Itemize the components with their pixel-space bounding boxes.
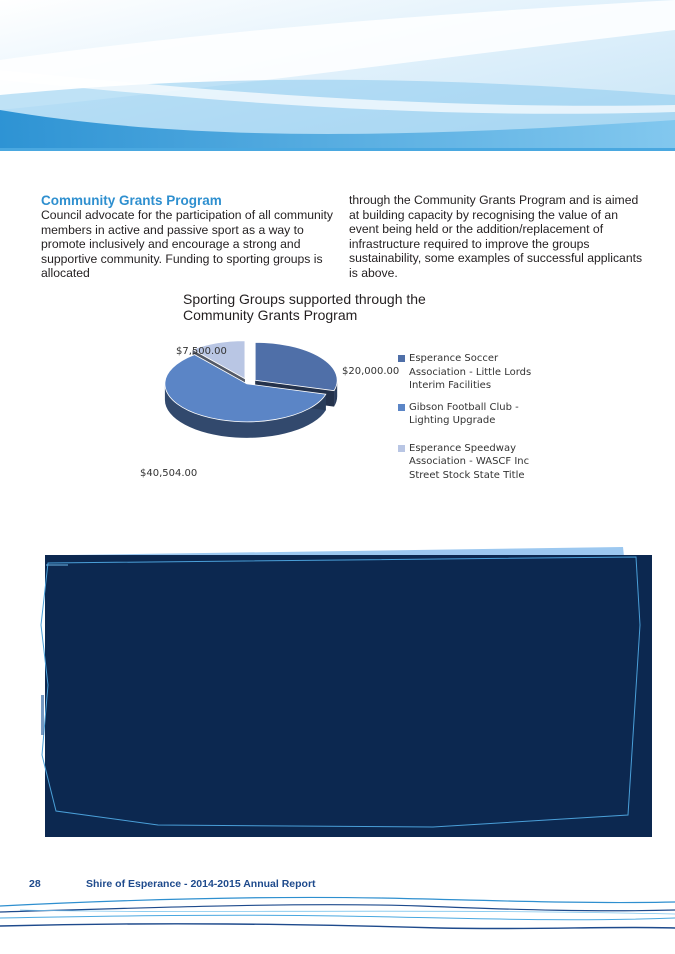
legend-label: Esperance Soccer Association - Little Lords Interim Facilities [409, 353, 532, 391]
photo-panel [38, 545, 656, 840]
chart-legend [398, 352, 548, 482]
footer-wave-lines [0, 888, 675, 938]
pie-data-label: $20,000.00 [342, 366, 400, 377]
pie-data-label: $40,504.00 [140, 468, 198, 479]
pie-data-label: $7,500.00 [176, 346, 227, 357]
intro-right-column [349, 193, 645, 281]
intro-right-text: through the Community Grants Program and is aimed at building capacity by recognising the value of an event being held or the addition/replacement of infrastructure required to improve the groups sustainability, some examples of successful applicants is above. [349, 193, 643, 280]
header-banner [0, 0, 675, 155]
legend-item [398, 442, 548, 483]
footer-report-title: Shire of Esperance - 2014-2015 Annual Report [86, 878, 316, 890]
intro-left-text: Council advocate for the participation of all community members in active and passive sport as a way to promote inclusively and encourage a strong and supportive community. Funding to sporting groups is allocated [41, 208, 333, 281]
legend-swatch [398, 404, 405, 411]
legend-label: Gibson Football Club - Lighting Upgrade [409, 401, 519, 426]
legend-label: Esperance Speedway Association - WASCF Inc Street Stock State Title [409, 442, 530, 481]
legend-swatch [398, 355, 405, 362]
legend-swatch [398, 445, 405, 452]
pie-chart [130, 338, 400, 488]
legend-item [398, 401, 548, 428]
section-heading: Community Grants Program [41, 193, 222, 208]
page-number: 28 [29, 878, 41, 890]
chart-title: Sporting Groups supported through the Community Grants Program [183, 291, 426, 323]
legend-item [398, 352, 548, 393]
intro-left-column [41, 193, 337, 281]
